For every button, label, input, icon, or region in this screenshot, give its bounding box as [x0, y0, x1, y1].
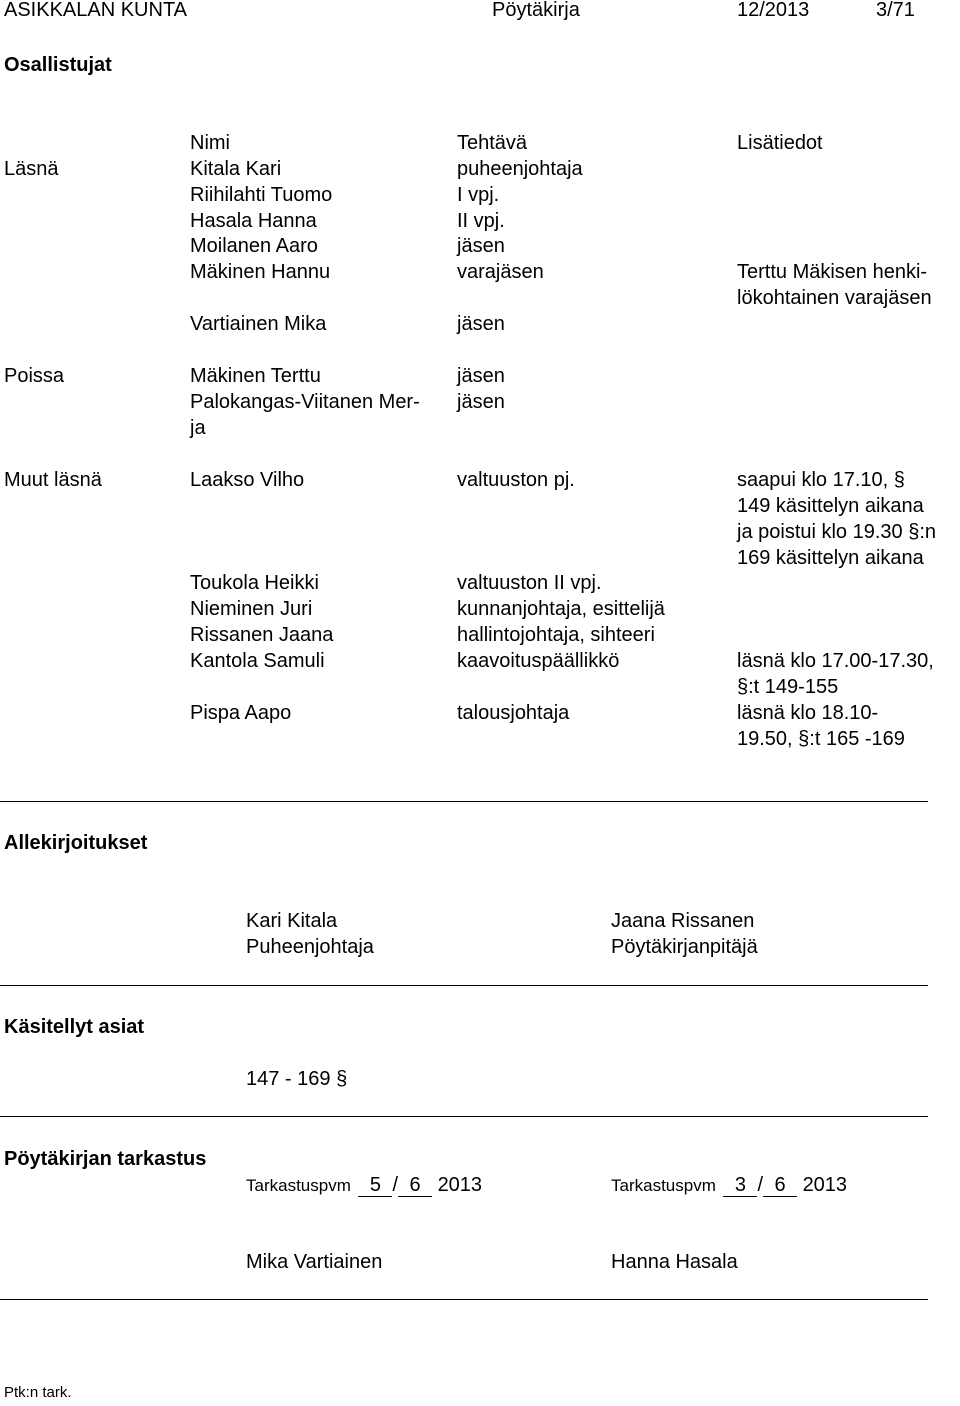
col-role-header: Tehtävä: [457, 132, 528, 154]
review-month: 6: [763, 1174, 797, 1197]
participant-name: Kantola Samuli: [190, 650, 325, 672]
review-day: 3: [723, 1174, 757, 1197]
section-divider: [0, 985, 928, 986]
participant-name: Toukola Heikki: [190, 572, 319, 594]
signer-name: Kari Kitala: [246, 910, 338, 932]
review-date-label: Tarkastuspvm: [246, 1176, 351, 1195]
col-info-header: Lisätiedot: [737, 132, 823, 154]
participant-info: ja poistui klo 19.30 §:n: [737, 521, 937, 543]
signer-name: Jaana Rissanen: [611, 910, 755, 932]
participant-name: Palokangas-Viitanen Mer-: [190, 391, 420, 413]
col-name-header: Nimi: [190, 132, 230, 154]
review-day: 5: [358, 1174, 392, 1197]
review-year: 2013: [802, 1174, 848, 1196]
handled-range: 147 - 169 §: [246, 1068, 348, 1090]
review-month: 6: [398, 1174, 432, 1197]
participant-info: §:t 149-155: [737, 676, 839, 698]
review-heading: Pöytäkirjan tarkastus: [4, 1148, 207, 1170]
section-divider: [0, 1116, 928, 1117]
participant-name: Vartiainen Mika: [190, 313, 327, 335]
participant-info: Terttu Mäkisen henki-: [737, 261, 928, 283]
participant-role: kunnanjohtaja, esittelijä: [457, 598, 665, 620]
signatures-heading: Allekirjoitukset: [4, 832, 148, 854]
participant-name: Moilanen Aaro: [190, 235, 318, 257]
participant-name-cont: ja: [190, 417, 206, 439]
reviewer-name: Hanna Hasala: [611, 1251, 738, 1273]
participant-role: jäsen: [457, 313, 505, 335]
section-divider: [0, 1299, 928, 1300]
participant-name: Mäkinen Terttu: [190, 365, 321, 387]
participant-info: 19.50, §:t 165 -169: [737, 728, 905, 750]
participant-role: talousjohtaja: [457, 702, 570, 724]
doc-number: 12/2013: [737, 0, 810, 21]
review-date-left: Tarkastuspvm 5 / 6 2013: [246, 1174, 483, 1196]
org-name: ASIKKALAN KUNTA: [4, 0, 188, 21]
participant-name: Rissanen Jaana: [190, 624, 334, 646]
review-year: 2013: [437, 1174, 483, 1196]
page-number: 3/71: [876, 0, 915, 21]
absent-label: Poissa: [4, 365, 65, 387]
reviewer-name: Mika Vartiainen: [246, 1251, 383, 1273]
review-date-label: Tarkastuspvm: [611, 1176, 716, 1195]
participant-info: 149 käsittelyn aikana: [737, 495, 924, 517]
participant-info: läsnä klo 17.00-17.30,: [737, 650, 934, 672]
participant-role: valtuuston pj.: [457, 469, 575, 491]
participant-name: Hasala Hanna: [190, 210, 317, 232]
participant-name: Pispa Aapo: [190, 702, 292, 724]
signer-title: Puheenjohtaja: [246, 936, 374, 958]
participant-role: I vpj.: [457, 184, 500, 206]
participant-role: varajäsen: [457, 261, 544, 283]
participant-role: jäsen: [457, 365, 505, 387]
participants-heading: Osallistujat: [4, 54, 112, 76]
participant-role: kaavoituspäällikkö: [457, 650, 620, 672]
participant-name: Laakso Vilho: [190, 469, 305, 491]
section-divider: [0, 801, 928, 802]
participant-role: puheenjohtaja: [457, 158, 583, 180]
participant-role: jäsen: [457, 235, 505, 257]
participant-role: jäsen: [457, 391, 505, 413]
doc-type: Pöytäkirja: [492, 0, 580, 21]
signer-title: Pöytäkirjanpitäjä: [611, 936, 758, 958]
present-label: Läsnä: [4, 158, 59, 180]
participant-info: saapui klo 17.10, §: [737, 469, 905, 491]
participant-name: Mäkinen Hannu: [190, 261, 331, 283]
participant-name: Kitala Kari: [190, 158, 282, 180]
participant-name: Nieminen Juri: [190, 598, 313, 620]
handled-heading: Käsitellyt asiat: [4, 1016, 145, 1038]
participant-info: lökohtainen varajäsen: [737, 287, 932, 309]
participant-info: 169 käsittelyn aikana: [737, 547, 924, 569]
review-date-right: Tarkastuspvm 3 / 6 2013: [611, 1174, 848, 1196]
participant-info: läsnä klo 18.10-: [737, 702, 879, 724]
footer-note: Ptk:n tark.: [4, 1384, 72, 1401]
participant-name: Riihilahti Tuomo: [190, 184, 333, 206]
others-label: Muut läsnä: [4, 469, 102, 491]
participant-role: valtuuston II vpj.: [457, 572, 602, 594]
participant-role: hallintojohtaja, sihteeri: [457, 624, 655, 646]
participant-role: II vpj.: [457, 210, 505, 232]
